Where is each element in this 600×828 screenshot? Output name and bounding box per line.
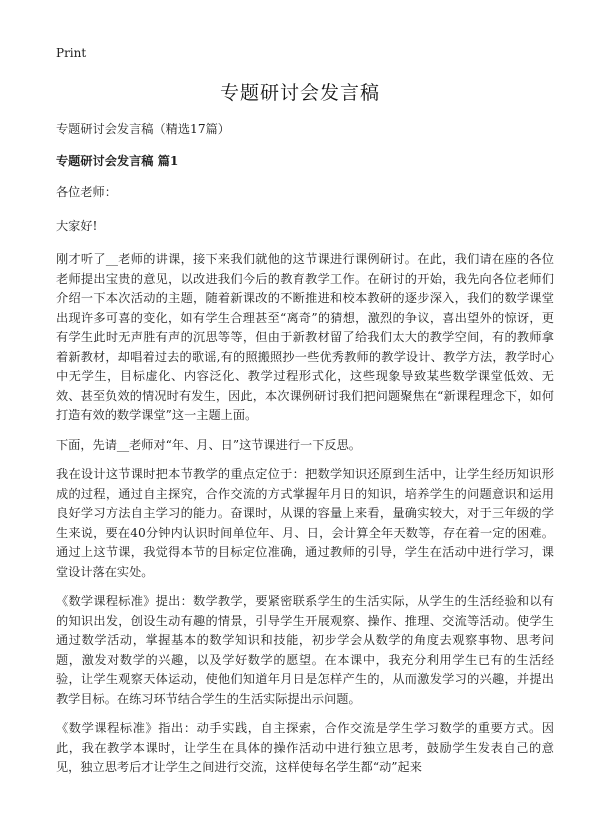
document-body <box>56 120 554 788</box>
paragraph-reflection: 我在设计这节课时把本节教学的重点定位于：把数学知识还原到生活中，让学生经历知识形成的过程，通过自主探究，合作交流的方式掌握年月日的知识，培养学生的问题意识和运用良好学习方法自主学习的能力。奋课时，从课的容量上来看，量确实较大，对于三年级的学生来说，要在40分钟内认识时间单位年、月、日，会计算全年天数等，存在着一定的困难。通过上这节课，我觉得本节的目标定位准确，通过教师的引导，学生在活动中进行学习，课堂设计落在实处。 <box>56 467 554 579</box>
greeting: 各位老师： <box>56 185 117 199</box>
section-heading: 专题研讨会发言稿 篇1 <box>56 153 179 168</box>
paragraph-standard-2: 《数学课程标准》指出：动手实践，自主探索，合作交流是学生学习数学的重要方式。因此，我在教学本课时，让学生在具体的操作活动中进行独立思考，鼓励学生发表自己的意见，独立思考后才让学生之间进行交流，这样使每名学生都“动”起来 <box>56 721 554 774</box>
print-link[interactable]: Print <box>56 46 87 60</box>
page-title: 专题研讨会发言稿 <box>219 82 380 104</box>
paragraph-intro: 刚才听了__老师的讲课，接下来我们就他的这节课进行课例研讨。在此，我们请在座的各位老师提出宝贵的意见，以改进我们今后的教育教学工作。在研讨的开始，我先向各位老师们介绍一下本次活动的主题，随着新课改的不断推进和校本教研的逐步深入，我们的数学课堂出现许多可喜的变化，如有学生合理甚至“离奇”的猜想，激烈的争议，喜出望外的惊讶，更有学生此时无声胜有声的沉思等等，但由于新教材留了给我们太大的教学空间，有的教师拿着新教材，却唱着过去的歌谣,有的照搬照抄一些优秀教师的教学设计、教学方法，教学时心中无学生，目标虚化、内容泛化、教学过程形式化，这些现象导致某些数学课堂低效、无效、甚至负效的情况时有发生，因此，本次课例研讨我们把问题聚焦在“新课程理念下，如何打造有效的数学课堂”这一主题上面。 <box>56 252 554 422</box>
hello-line: 大家好! <box>56 218 98 233</box>
paragraph-standard-1: 《数学课程标准》提出：数学教学，要紧密联系学生的生活实际，从学生的生活经验和以有的知识出发，创设生动有趣的情景，引导学生开展观察、操作、推理、交流等活动。使学生通过数学活动，掌握基本的数学知识和技能，初步学会从数学的角度去观察事物、思考问题，激发对数学的兴趣，以及学好数学的愿望。在本课中，我充分利用学生已有的生活经验，让学生观察天体运动，使他们知道年月日是怎样产生的，从而激发学习的兴趣，并提出教学目标。在练习环节结合学生的生活实际提出示问题。 <box>56 594 554 706</box>
document-subtitle: 专题研讨会发言稿（精选17篇） <box>56 122 230 136</box>
paragraph-invite: 下面，先请__老师对“年、月、日”这节课进行一下反思。 <box>56 437 361 452</box>
